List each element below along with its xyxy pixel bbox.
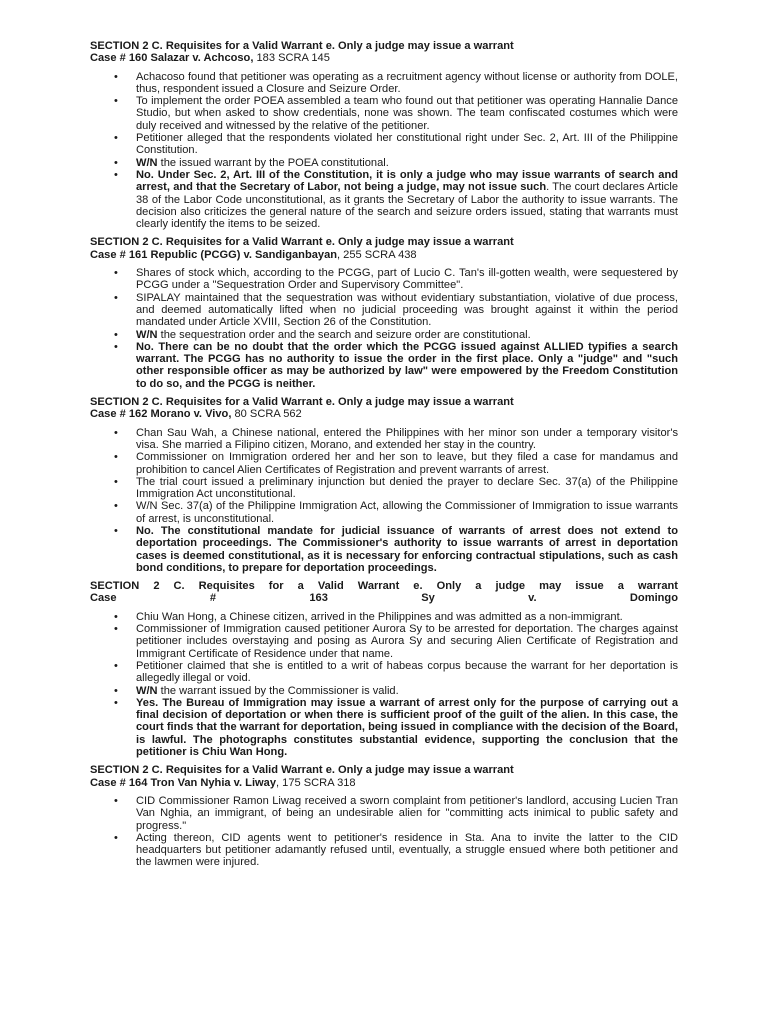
- bullet-list: [90, 71, 678, 231]
- case-title: Case # 161 Republic (PCGG) v. Sandiganbayan: [90, 248, 338, 261]
- case-title-line: [90, 408, 678, 420]
- bullet-icon: •: [114, 451, 118, 464]
- bold-text: W/N: [136, 156, 158, 169]
- bullet-icon: •: [114, 684, 118, 697]
- bullet-icon: •: [114, 132, 118, 145]
- case-heading: [90, 40, 678, 65]
- list-item: [114, 610, 678, 623]
- item-text: . The court declares Article 38 of the Labor Code unconstitutional, as it grants the Secretary of Labor the authority to issue warrants. The decision also criticizes the general nature of the search and seizure orders issued, stating that warrants must clearly identify the items to be seized.: [136, 181, 678, 231]
- section-heading: SECTION 2 C. Requisites for a Valid Warrant e. Only a judge may issue a warrant: [90, 40, 514, 52]
- case-title-line: [90, 52, 678, 64]
- bullet-icon: •: [114, 610, 118, 623]
- item-text: SIPALAY maintained that the sequestration was without evidentiary substantiation, violative of due process, and deemed automatically lifted when no judicial proceeding was brought against it within the period mandated under Article XVIII, Section 26 of the Constitution.: [136, 291, 678, 329]
- list-item: [114, 696, 678, 759]
- list-item: [114, 267, 678, 292]
- bullet-icon: •: [114, 168, 118, 181]
- list-item: [114, 156, 678, 169]
- list-item: [114, 132, 678, 157]
- section-heading: SECTION 2 C. Requisites for a Valid Warrant e. Only a judge may issue a warrant: [90, 764, 514, 777]
- case-title: Case # 160 Salazar v. Achcoso,: [90, 52, 254, 65]
- bullet-icon: •: [114, 426, 118, 439]
- bullet-icon: •: [114, 156, 118, 169]
- list-item: [114, 291, 678, 329]
- list-item: [114, 70, 678, 96]
- item-text: The trial court issued a preliminary injunction but denied the prayer to declare Sec. 37(a) of the Philippine Immigration Act unconstitutional.: [136, 475, 678, 501]
- bullet-icon: •: [114, 831, 118, 844]
- case-heading: [90, 396, 678, 421]
- bold-text: W/N: [136, 684, 158, 697]
- list-item: [114, 524, 678, 574]
- bullet-list: [90, 795, 678, 869]
- item-text: Chan Sau Wah, a Chinese national, entered the Philippines with her minor son under a temporary visitor's visa. She married a Filipino citizen, Morano, and extended her stay in the country.: [136, 426, 678, 451]
- bullet-icon: •: [114, 500, 118, 513]
- case-citation: 80 SCRA 562: [231, 408, 302, 421]
- bullet-list: [90, 267, 678, 390]
- bullet-list: [90, 611, 678, 759]
- bullet-icon: •: [114, 524, 118, 537]
- bold-text: No. The constitutional mandate for judicial issuance of warrants of arrest does not extend to deportation proceedings. The Commissioner's authority to issue warrants of arrest in deportation cases is deemed constitutional, as it is necessary for enforcing contractual stipulations, such as cash bond conditions, to prepare for deportation proceedings.: [136, 524, 678, 574]
- case-block: [90, 580, 678, 758]
- list-item: [114, 500, 678, 525]
- item-text: Commissioner of Immigration caused petitioner Aurora Sy to be arrested for deportation. The charges against petitioner includes overstaying and posing as Aurora Sy and securing Alien Certificate of Registration and Immigrant Certificate of Residence under that name.: [136, 623, 678, 660]
- bullet-icon: •: [114, 340, 118, 353]
- list-item: [114, 168, 678, 231]
- item-text: CID Commissioner Ramon Liwag received a sworn complaint from petitioner's landlord, accusing Lucien Tran Van Nghia, an immigrant, of being an undesirable alien for "committing acts inimical to public safety and progress.": [136, 794, 678, 832]
- case-block: [90, 40, 678, 230]
- item-text: the issued warrant by the POEA constitutional.: [157, 156, 389, 169]
- case-citation: , 255 SCRA 438: [337, 248, 417, 261]
- case-heading: [90, 764, 678, 789]
- item-text: Chiu Wan Hong, a Chinese citizen, arrived in the Philippines and was admitted as a non-immigrant.: [136, 610, 623, 623]
- list-item: [114, 831, 678, 869]
- list-item: [114, 451, 678, 476]
- case-title: Case # 163 Sy v. Domingo: [90, 592, 678, 605]
- section-heading: SECTION 2 C. Requisites for a Valid Warrant e. Only a judge may issue a warrant: [90, 396, 514, 409]
- case-title: Case # 162 Morano v. Vivo,: [90, 408, 232, 421]
- case-citation: , 175 SCRA 318: [276, 776, 356, 789]
- case-title-line: [90, 777, 678, 789]
- item-text: Commissioner on Immigration ordered her and her son to leave, but they filed a case for mandamus and prohibition to cancel Alien Certificates of Registration and prevent warrants of arrest.: [136, 451, 678, 476]
- list-item: [114, 328, 678, 341]
- bullet-icon: •: [114, 70, 118, 83]
- item-text: Petitioner alleged that the respondents violated her constitutional right under Sec. 2, Art. III of the Philippine Constitution.: [136, 132, 678, 157]
- item-text: Acting thereon, CID agents went to petitioner's residence in Sta. Ana to invite the latter to the CID headquarters but petitioner adamantly refused until, eventually, a struggle ensued where both petitioner and the lawmen were injured.: [136, 831, 678, 869]
- item-text: the sequestration order and the search and seizure order are constitutional.: [157, 328, 531, 341]
- bullet-icon: •: [114, 659, 118, 672]
- case-title: Case # 164 Tron Van Nyhia v. Liway: [90, 776, 277, 789]
- bullet-icon: •: [114, 328, 118, 341]
- bullet-icon: •: [114, 95, 118, 108]
- list-item: [114, 426, 678, 452]
- list-item: [114, 95, 678, 132]
- list-item: [114, 623, 678, 660]
- case-citation: 183 SCRA 145: [253, 52, 330, 65]
- bullet-icon: •: [114, 696, 118, 709]
- bold-text: W/N: [136, 328, 158, 341]
- case-block: [90, 396, 678, 574]
- bullet-icon: •: [114, 475, 118, 488]
- list-item: [114, 684, 678, 697]
- list-item: [114, 659, 678, 685]
- section-heading: SECTION 2 C. Requisites for a Valid Warrant e. Only a judge may issue a warrant: [90, 580, 678, 593]
- case-title-line: [90, 249, 678, 261]
- case-title-line: [90, 592, 678, 604]
- list-item: [114, 794, 678, 832]
- item-text: To implement the order POEA assembled a team who found out that petitioner was operating Hannalie Dance Studio, but when asked to show credentials, none was shown. The team confiscated costumes which were duly received and witnessed by the relative of the petitioner.: [136, 95, 678, 132]
- item-text: Achacoso found that petitioner was operating as a recruitment agency without license or authority from DOLE, thus, respondent issued a Closure and Seizure Order.: [136, 70, 678, 95]
- item-text: W/N Sec. 37(a) of the Philippine Immigration Act, allowing the Commissioner of Immigration to issue warrants of arrest, is unconstitutional.: [136, 500, 678, 525]
- bullet-icon: •: [114, 267, 118, 280]
- case-heading: [90, 236, 678, 261]
- bold-text: No. There can be no doubt that the order which the PCGG issued against ALLIED typifies a search warrant. The PCGG has no authority to issue the order in the first place. Only a "judge" and "such other responsible officer as may be authorized by law" were empowered by the Freedom Constitution to do so, and the PCGG is neither.: [136, 340, 678, 390]
- bold-text: No. Under Sec. 2, Art. III of the Constitution, it is only a judge who may issue warrants of search and arrest, and that the Secretary of Labor, not being a judge, may not issue such: [136, 168, 678, 194]
- bullet-icon: •: [114, 291, 118, 304]
- case-block: [90, 764, 678, 868]
- bullet-icon: •: [114, 794, 118, 807]
- bold-text: Yes. The Bureau of Immigration may issue a warrant of arrest only for the purpose of carrying out a final decision of deportation or when there is sufficient proof of the guilt of the alien. In this case, the court finds that the warrant for deportation, being issued in compliance with the decision of the Board, is lawful. The photographs constitutes substantial evidence, supporting the conclusion that the petitioner is Chiu Wan Hong.: [136, 696, 678, 759]
- bullet-icon: •: [114, 623, 118, 636]
- item-text: Petitioner claimed that she is entitled to a writ of habeas corpus because the warrant for her deportation is allegedly illegal or void.: [136, 659, 678, 685]
- list-item: [114, 340, 678, 390]
- item-text: the warrant issued by the Commissioner is valid.: [157, 684, 399, 697]
- item-text: Shares of stock which, according to the PCGG, part of Lucio C. Tan's ill-gotten wealth, were sequestered by PCGG under a "Sequestration Order and Supervisory Committee".: [136, 267, 678, 292]
- section-heading: SECTION 2 C. Requisites for a Valid Warrant e. Only a judge may issue a warrant: [90, 236, 514, 249]
- case-heading: [90, 580, 678, 605]
- case-block: [90, 236, 678, 390]
- list-item: [114, 475, 678, 501]
- bullet-list: [90, 427, 678, 575]
